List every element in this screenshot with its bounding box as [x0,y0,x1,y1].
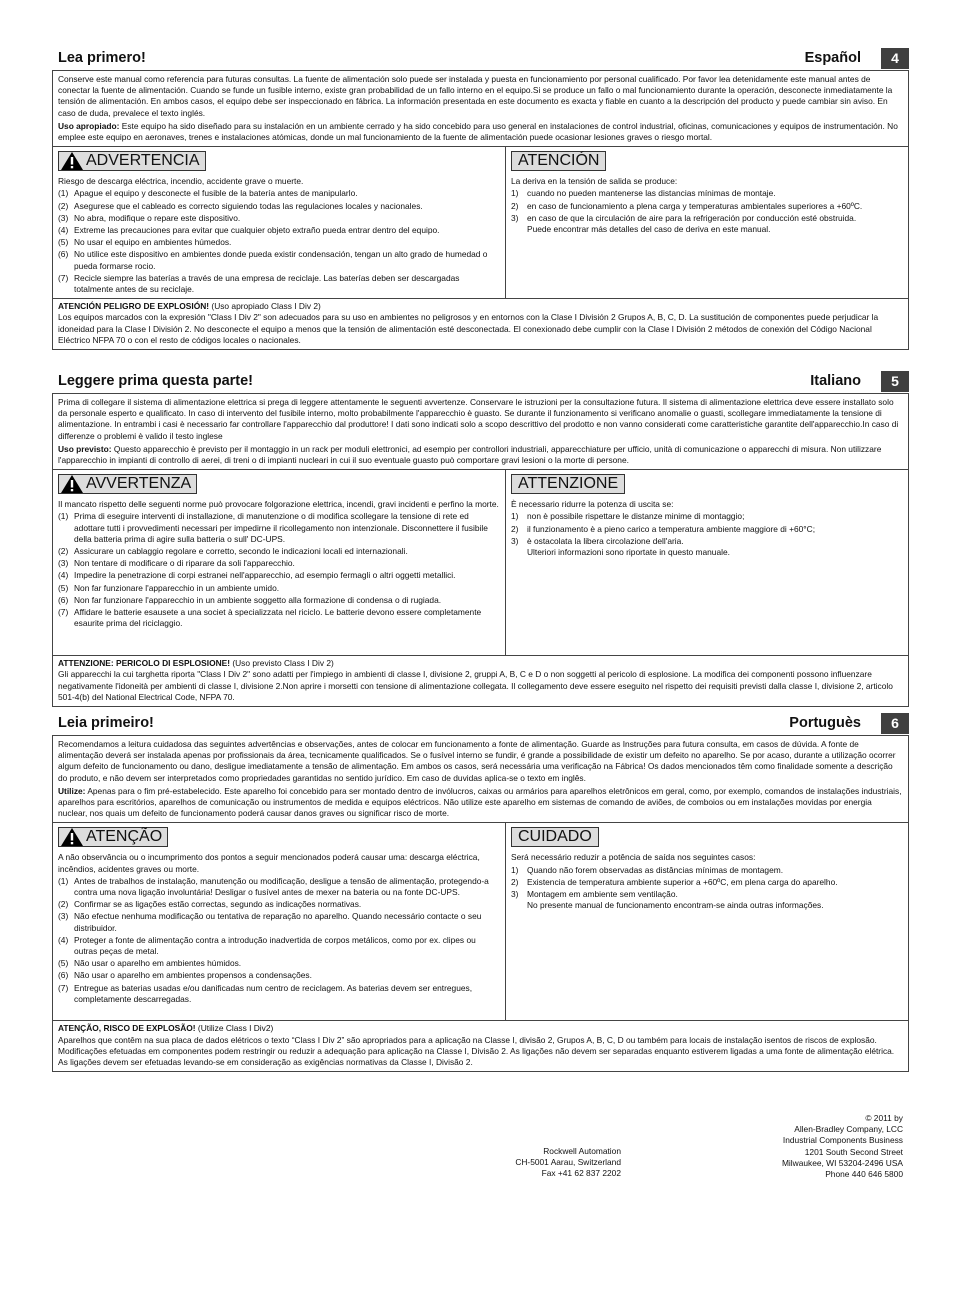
address-line: Phone 440 646 5800 [825,1169,903,1180]
caution-list-item [511,524,903,535]
list-item-text: Antes de trabalhos de instalação, manutenção ou modificação, desligue a tensão de alimentação, protegendo-a contra uma nova ligação involuntária! Desligar o fusível antes de mexer na bateria ou na fonte DC-UPS. [74,875,489,898]
list-item-number: (5) [58,582,69,593]
use-label: Uso previsto: [58,443,112,454]
caution-badge [511,151,606,171]
list-item-number: (4) [58,225,69,236]
caution-note: Puede encontrar más detalles del caso de deriva en este manual. [527,224,771,235]
list-item-number: 3) [511,535,519,546]
warning-list-item [58,595,500,606]
list-item-text: No abra, modifique o repare este dispositivo. [74,212,241,223]
section-box [52,70,909,350]
explosion-label: ATENCIÓN PELIGRO DE EXPLOSIÓN! [58,301,210,312]
caution-intro: Será necessário reduzir a potência de saída nos seguintes casos: [511,852,756,863]
caution-label: ATTENZIONE [518,475,619,493]
list-item-text: No utilice este dispositivo en ambientes donde pueda existir condensación, tengan un alto grado de humedad o pueda formarse rocio. [74,249,488,271]
warning-triangle-icon [61,475,83,493]
section-es [52,48,909,350]
warning-list-item [58,958,500,969]
use-text: Questo apparecchio è previsto per il montaggio in un rack per moduli elettronici, ad esempio per controllori industriali, apparecchiature per ufficio, unità di comunicazione o apparecchi di misura. Non utilizzare l'apparecchio in impianti di controllo di aerei, di treni o di impianti nucleari in cui il suo eventuale guasto può comportare gravi lesioni o la morte di persone. [58,443,882,466]
caution-label: CUIDADO [518,828,592,846]
list-item-number: (6) [58,970,69,981]
list-item-number: 3) [511,889,519,900]
warning-caution-columns [53,146,908,298]
list-item-number: (4) [58,934,69,945]
list-item-text: Confirmar se as ligações estão correctas, segundo as indicações normativas. [74,899,362,910]
warning-intro: Riesgo de descarga eléctrica, incendio, accidente grave o muerte. [58,176,304,187]
caution-list-item [511,511,903,522]
list-item-number: (2) [58,899,69,910]
warning-intro: A não observância ou o incumprimento dos pontos a seguir mencionados poderá causar uma: descarga eléctrica, incêndios, acidentes graves ou morte. [58,852,480,874]
list-item-text: Non far funzionare l'apparecchio in un ambiente umido. [74,582,280,593]
list-item-number: 1) [511,864,519,875]
warning-list-item [58,213,500,224]
address-line: Allen-Bradley Company, LCC [794,1124,903,1135]
section-language: Italiano [810,373,861,389]
caution-badge [511,474,625,494]
list-item-text: Não usar o aparelho em ambientes propensos a condensações. [74,970,312,981]
warning-list-item [58,935,500,957]
explosion-subtitle: (Uso apropiado Class I Div 2) [209,301,321,312]
address-line: 1201 South Second Street [804,1146,903,1157]
list-item-number: (7) [58,982,69,993]
explosion-notice [53,1020,908,1071]
warning-list-item [58,273,500,295]
section-language: Portuguès [789,715,861,731]
caution-note: No presente manual de funcionamento encontram-se ainda outras informações. [527,900,824,911]
caution-column [506,470,908,655]
section-it [52,371,909,707]
list-item-text: Entregue as baterias usadas e/ou danificadas num centro de reciclagem. As baterias devem ser entregues, completamente descarregadas. [74,982,473,1004]
use-paragraph [58,444,903,466]
list-item-text: en caso de funcionamiento a plena carga y temperaturas ambientales superiores a +60ºC. [527,200,863,211]
list-item-number: 1) [511,511,519,522]
list-item-text: è ostacolata la libera circolazione dell'aria. [527,535,684,546]
warning-triangle-icon [61,828,83,846]
list-item-text: Apague el equipo y desconecte el fusible de la batería antes de manipularlo. [74,188,358,199]
warning-label: ATENÇÃO [86,828,163,846]
section-header [52,713,909,735]
caution-list-item [511,188,903,199]
warning-list [58,188,500,295]
warning-column [53,823,506,1020]
warning-caution-columns [53,469,908,655]
use-text: Apenas para o fim pré-estabelecido. Este aparelho foi concebido para ser montado dentro de invólucros, caixas ou armários para aparelhos eletrônicos em geral, como, por exemplo, comandos de instalações industriais, aparelhos para escritórios, aparelhos de comunicação ou instrumentos de medida e equipos eléctricos. Não utilize este aparelho em sistemas de comando de aviões, de comboios ou em instalações movidas por energia nuclear, nos quais um defeito de funcionamento poderá causar danos graves ou significar risco de morte. [58,785,902,819]
warning-badge [58,151,206,171]
address-allen-bradley [700,1113,903,1180]
caution-list [511,865,903,901]
section-box [52,735,909,1072]
warning-list-item [58,607,500,629]
list-item-text: Extreme las precauciones para evitar que cualquier objeto extraño pueda entrar dentro del equipo. [74,225,440,236]
section-pt [52,713,909,1072]
caution-intro: È necessario ridurre la potenza di uscita se: [511,499,674,510]
section-title: Leggere prima questa parte! [58,373,253,389]
explosion-text: Aparelhos que contêm na sua placa de dados elétricos o texto “Class I Div 2” são apropriados para a aplicação na Classe I, divisão 2, Grupos A, B, C, D ou também para locais de instalação isentos de riscos de explosão. Modificações efetuadas em componentes podem restringir ou reduzir a adequação para aplicação na Classe I, Divisão 2. As ligações não devem ser separadas enquanto estiverem ligadas a uma fonte de alimentação elétrica. As ligações devem ser efetuadas levando-se em consideração as exigências normativas da Classe I, Divisão 2. [58,1034,895,1068]
section-box [52,393,909,707]
warning-label: AVVERTENZA [86,475,192,493]
warning-list-item [58,201,500,212]
warning-list-item [58,983,500,1005]
section-number: 5 [881,371,909,392]
warning-list-item [58,970,500,981]
section-header [52,371,909,393]
warning-list-item [58,511,500,545]
section-title: Leia primeiro! [58,715,154,731]
caution-list-item [511,865,903,876]
warning-triangle-icon [61,152,83,170]
use-label: Uso apropiado: [58,120,120,131]
intro-paragraph: Prima di collegare il sistema di alimentazione elettrica si prega di leggere attentamente le seguenti avvertenze. Conservare le istruzioni per la consultazione futura. Il sistema di alimentazione elettrica deve essere installato solo da personale esperto e qualificato. In caso di intervento del fusibile interno, molto probabilmente l'apparecchio è guasto. Se durante il funzionamento si verificano anomalie o guasti, scollegare immediatamente la tensione di alimentazione. In entrambi i casi è necessario far controllare l'apparecchio dal produttore! I dati sono indicati solo a scopo descrittivo del prodotto e non vanno considerati come caratteristiche garantite dell'apparecchio.In caso di differenze o problemi è valido il testo inglese [58,397,899,441]
list-item-number: (3) [58,911,69,922]
warning-badge [58,827,168,847]
caution-list-item [511,889,903,900]
caution-list [511,188,903,224]
caution-list-item [511,201,903,212]
warning-list [58,511,500,629]
explosion-text: Los equipos marcados con la expresión "Class I Div 2" son adecuados para su uso en ambientes no peligrosos y en entornos con la Clase I División 2 Grupos A, B, C, D. La sustitución de componentes puede perjudicar la idoneidad para la Clase I División 2. No desconecte el equipo a menos que la tensión de alimentación esté desconectada. El conexionado debe cumplir con la Clase I División 2 métodos de conexión del Código Nacional Eléctrico NFPA 70 o con el resto de códigos locales o nacionales. [58,312,879,345]
caution-column [506,823,908,1020]
list-item-number: (1) [58,188,69,199]
address-line: Fax +41 62 837 2202 [541,1168,621,1179]
list-item-number: (6) [58,249,69,260]
intro-paragraph: Recomendamos a leitura cuidadosa das seguintes advertências e observações, antes de colocar em funcionamento a fonte de alimentação. Guarde as Instruções para futura consulta, em casos de dúvida. A fonte de alimentação deverá ser instalada apenas por profissionais da área, tecnicamente qualificados. Se o fusível interno se fundir, é grande a possibilidade de existir um defeito no aparelho. Se por acaso, durante a utilização ocorrer algum defeito de funcionamento ou dano, desligue imediatamente a tensão de alimentação. Em ambos os casos, será necessária uma verificação na Fábrica! Os dados mencionados têm como finalidade somente a descrição do produto, e não devem ser interpretados como propriedades garantidas no sentido jurídico. Em caso de duvidas aplica-se o texto em inglês. [58,739,896,783]
caution-badge [511,827,599,847]
list-item-text: Impedire la penetrazione di corpi estranei nell'apparecchio, ad esempio fermagli o altri oggetti metallici. [74,570,456,581]
list-item-text: Affidare le batterie esausete a una societ à specializzata nel riciclo. Le batterie devono essere completamente esaurite prima del riciclaggio. [74,607,482,629]
list-item-text: non è possibile rispettare le distanze minime di montaggio; [527,511,745,522]
warning-label: ADVERTENCIA [86,152,200,170]
list-item-text: en caso de que la circulación de aire para la refrigeración por conducción esté obstruida. [527,212,857,223]
list-item-number: 1) [511,188,519,199]
intro-text [53,394,908,469]
address-line: © 2011 by [865,1113,903,1123]
explosion-notice [53,298,908,349]
intro-text [53,71,908,146]
list-item-text: Não efectue nenhuma modificação ou tentativa de reparação no aparelho. Quando necessário contacte o seu distribuidor. [74,911,482,933]
list-item-number: (7) [58,607,69,618]
list-item-text: il funzionamento è a pieno carico a temperatura ambiente maggiore di +60°C; [527,523,816,534]
use-text: Este equipo ha sido diseñado para su instalación en un ambiente cerrado y ha sido concebido para uso general en instalaciones de control industrial, oficinas, comunicaciones y equipos de instrumentación. No emplee este equipo en aeronaves, trenes e instalaciones atómicas, donde un mal funcionamiento de la fuente de alimentación puede ocasionar lesiones graves o riesgo mortal. [58,120,898,143]
warning-list-item [58,188,500,199]
caution-list [511,511,903,547]
warning-list-item [58,249,500,271]
explosion-label: ATTENZIONE: PERICOLO DI ESPLOSIONE! [58,658,231,669]
list-item-number: 2) [511,523,519,534]
list-item-text: Proteger a fonte de alimentação contra a introdução inadvertida de corpos metálicos, como por ex. clipes ou outras peças de metal. [74,934,476,957]
warning-list-item [58,225,500,236]
explosion-text: Gli apparecchi la cui targhetta riporta "Class I Div 2" sono adatti per l'impiego in ambienti di classe I, divisione 2, gruppi A, B, C e D o non soggetti al pericolo di esplosione. La modifica dei componenti possono influenzare negativamente l'idoneità per ambienti di classe I, divisione 2.Non aprire i morsetti con tensione di alimentazione collegata. Il collegamento deve essere eseguito nel rispetto dei requisiti previsti dalla classe I, divisione 2, articolo 501-4(b) del National Electrical Code, NFPA 70. [58,669,893,702]
list-item-number: 3) [511,212,519,223]
warning-list [58,876,500,1005]
warning-list-item [58,583,500,594]
warning-caution-columns [53,822,908,1020]
list-item-number: (1) [58,875,69,886]
warning-column [53,470,506,655]
list-item-text: Asegurese que el cableado es correcto siguiendo todas las regulaciones locales y nacionales. [74,200,423,211]
address-rockwell [460,1146,621,1180]
explosion-label: ATENÇÃO, RISCO DE EXPLOSÃO! [58,1023,196,1034]
caution-label: ATENCIÓN [518,152,600,170]
section-language: Español [804,50,861,66]
address-line: CH-5001 Aarau, Switzerland [515,1157,621,1168]
list-item-text: Quando não forem observadas as distâncias mínimas de montagem. [527,864,784,875]
list-item-number: (5) [58,237,69,248]
list-item-text: Existencia de temperatura ambiente superior a +60ºC, em plena carga do aparelho. [527,876,838,887]
warning-badge [58,474,197,494]
section-number: 4 [881,48,909,69]
explosion-notice [53,655,908,706]
list-item-number: (4) [58,570,69,581]
caution-intro: La deriva en la tensión de salida se produce: [511,176,678,187]
use-paragraph [58,121,903,143]
warning-list-item [58,570,500,581]
list-item-text: cuando no pueden mantenerse las distancias mínimas de montaje. [527,188,776,199]
caution-column [506,147,908,298]
intro-text [53,736,908,822]
warning-list-item [58,876,500,898]
use-paragraph [58,786,903,820]
list-item-text: Montagem em ambiente sem ventilação. [527,889,678,900]
list-item-number: (5) [58,958,69,969]
address-line: Industrial Components Business [782,1135,903,1146]
caution-list-item [511,213,903,224]
warning-column [53,147,506,298]
caution-note: Ulteriori informazioni sono riportate in questo manuale. [527,547,730,558]
list-item-number: (3) [58,212,69,223]
list-item-text: Recicle siempre las baterías a través de una empresa de reciclaje. Las baterías deben ser descargadas totalmente antes de su reciclaje. [74,272,460,295]
list-item-number: 2) [511,200,519,211]
list-item-text: Não usar o aparelho em ambientes húmidos. [74,958,242,969]
warning-list-item [58,558,500,569]
intro-paragraph: Conserve este manual como referencia para futuras consultas. La fuente de alimentación solo puede ser instalada y puesta en funcionamiento por personal cualificado. Por favor lea detenidamente este manual antes de conectar la fuente de alimentación. Cuando se funde un fusible interno, existe gran probabilidad de un fallo interno en el equipo.Si se produce un fallo o mal funcionamiento durante la operación, desconecte inmediatamente la tensión de alimentación. En ambos casos, el equipo debe ser inspeccionado en fábrica. La información presentada en este documento es exacta y fiable en cuanto a la descripción del producto y puede cambiar sin aviso. En caso de duda, prevalece el texto inglés. [58,74,893,118]
warning-list-item [58,237,500,248]
list-item-text: Prima di eseguire interventi di installazione, di manutenzione o di modifica scollegare la tensione di rete ed adottare tutti i provvedimenti necessari per impedirne il ricollegamento non intenzionale. Disconnettere il fusibile della batteria prima di agire sulla batteria o sull' DC-UPS. [74,511,488,544]
warning-intro: Il mancato rispetto delle seguenti norme può provocare folgorazione elettrica, incendi, gravi incidenti e perfino la morte. [58,499,499,510]
caution-list-item [511,877,903,888]
list-item-number: (1) [58,511,69,522]
list-item-text: No usar el equipo en ambientes húmedos. [74,237,232,248]
explosion-subtitle: (Uso previsto Class I Div 2) [230,658,334,669]
address-line: Milwaukee, WI 53204-2496 USA [781,1157,903,1168]
caution-list-item [511,536,903,547]
list-item-number: (3) [58,558,69,569]
section-header [52,48,909,70]
use-label: Utilize: [58,785,86,796]
list-item-number: (2) [58,546,69,557]
list-item-number: (2) [58,200,69,211]
warning-list-item [58,899,500,910]
explosion-subtitle: (Utilize Class I Div2) [195,1023,274,1034]
warning-list-item [58,911,500,933]
list-item-text: Assicurare un cablaggio regolare e corretto, secondo le indicazioni locali ed internazionali. [74,546,408,557]
list-item-number: (7) [58,272,69,283]
warning-list-item [58,546,500,557]
section-title: Lea primero! [58,50,146,66]
list-item-number: 2) [511,876,519,887]
list-item-number: (6) [58,594,69,605]
list-item-text: Non far funzionare l'apparecchio in un ambiente soggetto alla formazione di condensa o di rugiada. [74,594,442,605]
list-item-text: Non tentare di modificare o di riparare da soli l'apparecchio. [74,558,295,569]
address-line: Rockwell Automation [543,1146,621,1156]
section-number: 6 [881,713,909,734]
